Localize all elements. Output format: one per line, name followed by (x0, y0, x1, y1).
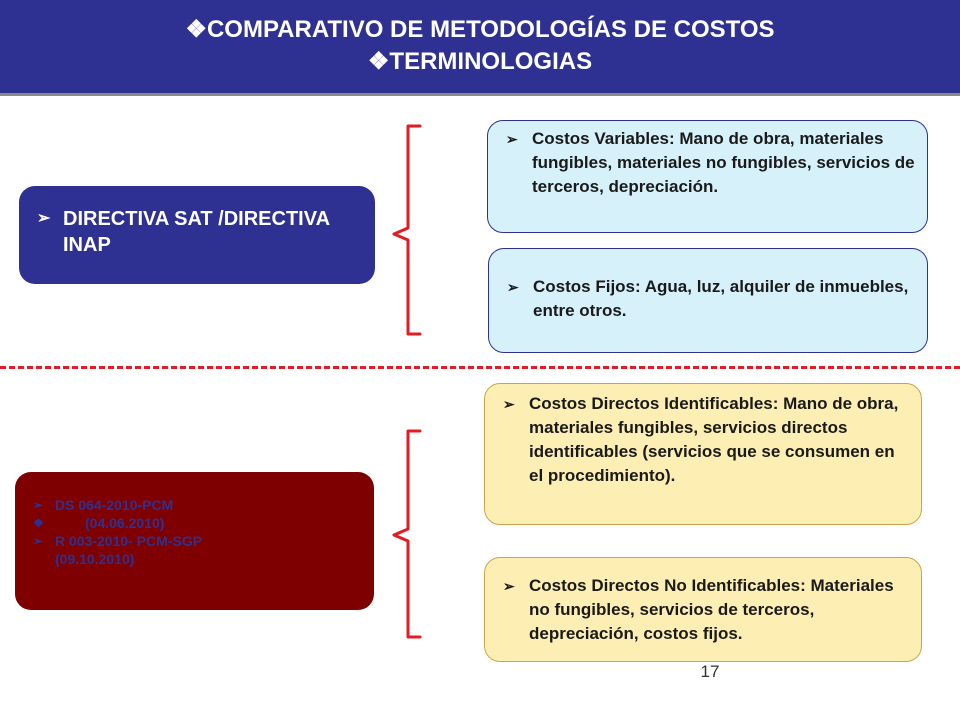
normativa-item-date (33, 514, 374, 532)
costos-directos-identificables-item (503, 392, 911, 488)
costos-fijos-text: Costos Fijos: Agua, luz, alquiler de inmuebles, entre otros. (533, 277, 909, 320)
normativa-box (15, 472, 374, 610)
costos-variables-box (487, 120, 928, 233)
normativa-r-text: R 003-2010- PCM-SGP (09.10.2010) (55, 533, 202, 567)
directiva-item (37, 206, 375, 258)
slide-title-line1: ❖COMPARATIVO DE METODOLOGÍAS DE COSTOS (185, 16, 775, 43)
arrow-bullet-icon: ➢ (33, 498, 44, 512)
slide-header (0, 0, 960, 96)
dashed-divider (0, 366, 960, 369)
arrow-bullet-icon: ➢ (37, 210, 51, 227)
page-number: 17 (700, 662, 720, 681)
costos-directos-identificables-text: Costos Directos Identificables: Mano de obra, materiales fungibles, servicios directos identificables (servicios que se consumen en el procedimiento). (529, 394, 899, 485)
costos-fijos-item (507, 275, 915, 323)
arrow-bullet-icon: ➢ (506, 131, 518, 147)
costos-variables-item (506, 127, 915, 199)
top-brace (380, 120, 440, 340)
directiva-text: DIRECTIVA SAT /DIRECTIVA INAP (63, 208, 330, 256)
costos-fijos-box (488, 248, 928, 353)
arrow-bullet-icon: ➢ (507, 279, 519, 295)
slide-title-line2: ❖TERMINOLOGIAS (367, 48, 593, 75)
costos-variables-text: Costos Variables: Mano de obra, materiales fungibles, materiales no fungibles, servicios de terceros, depreciación. (532, 129, 915, 196)
costos-directos-no-identificables-item (503, 574, 911, 646)
normativa-ds-text: DS 064-2010-PCM (55, 497, 174, 513)
arrow-bullet-icon: ➢ (33, 534, 44, 548)
costos-directos-no-identificables-text: Costos Directos No Identificables: Materiales no fungibles, servicios de terceros, depreciación, costos fijos. (529, 576, 894, 643)
costos-directos-identificables-box (484, 383, 922, 525)
costos-directos-no-identificables-box (484, 557, 922, 662)
normativa-item-r (33, 532, 374, 568)
normativa-date-text: (04.06.2010) (85, 515, 165, 531)
bottom-brace (380, 425, 440, 645)
diamond-bullet-icon: ❖ (33, 516, 44, 530)
directiva-box (19, 186, 375, 284)
normativa-item-ds (33, 496, 374, 514)
arrow-bullet-icon: ➢ (503, 578, 515, 594)
arrow-bullet-icon: ➢ (503, 396, 515, 412)
